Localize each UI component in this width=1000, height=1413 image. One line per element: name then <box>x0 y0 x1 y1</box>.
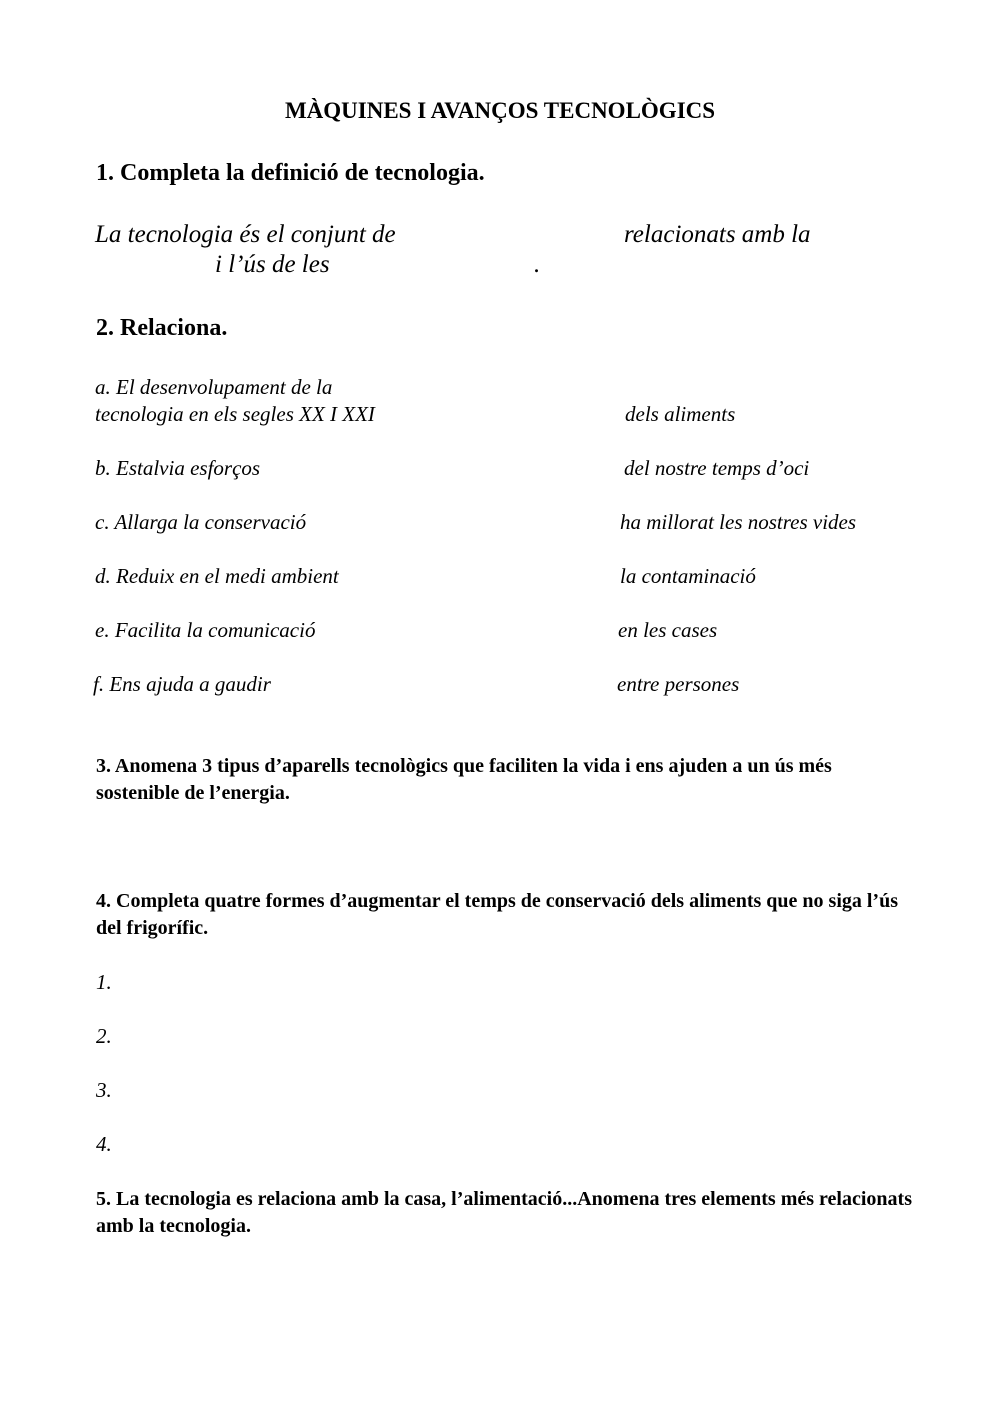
q2-right-item-6: entre persones <box>617 672 740 696</box>
q1-line1-left: La tecnologia és el conjunt de <box>95 221 396 248</box>
q2-right-item-4: la contaminació <box>620 564 756 588</box>
q2-left-item-a2: tecnologia en els segles XX I XXI <box>95 402 375 426</box>
q2-left-item-e: e. Facilita la comunicació <box>95 618 316 642</box>
q1-heading: 1. Completa la definició de tecnologia. <box>96 160 485 186</box>
q2-left-item-a1: a. El desenvolupament de la <box>95 375 333 399</box>
q3-text: 3. Anomena 3 tipus d’aparells tecnològics que faciliten la vida i ens ajuden a un ús més sostenible de l’energia. <box>96 755 832 804</box>
q1-line2-left: i l’ús de les <box>215 251 330 278</box>
q2-heading: 2. Relaciona. <box>96 315 228 341</box>
page-title: MÀQUINES I AVANÇOS TECNOLÒGICS <box>284 98 716 123</box>
q4-number-1: 1. <box>96 970 112 994</box>
q2-left-item-d: d. Reduix en el medi ambient <box>95 564 339 588</box>
q1-line2-end: . <box>534 251 541 278</box>
q1-line1-right: relacionats amb la <box>624 221 811 248</box>
q2-right-item-2: del nostre temps d’oci <box>624 456 810 480</box>
q2-left-item-b: b. Estalvia esforços <box>95 456 261 480</box>
q2-right-item-1: dels aliments <box>625 402 736 426</box>
q2-left-item-c: c. Allarga la conservació <box>95 510 307 534</box>
q4-number-3: 3. <box>96 1078 112 1102</box>
q2-right-item-3: ha millorat les nostres vides <box>620 510 857 534</box>
q4-text: 4. Completa quatre formes d’augmentar el temps de conservació dels aliments que no siga l’ús del frigorífic. <box>96 890 898 939</box>
q5-text: 5. La tecnologia es relaciona amb la casa, l’alimentació...Anomena tres elements més relacionats amb la tecnologia. <box>96 1188 912 1237</box>
q2-left-item-f: f. Ens ajuda a gaudir <box>93 672 271 696</box>
q4-number-2: 2. <box>96 1024 112 1048</box>
q2-right-item-5: en les cases <box>618 618 718 642</box>
q4-number-4: 4. <box>96 1132 112 1156</box>
